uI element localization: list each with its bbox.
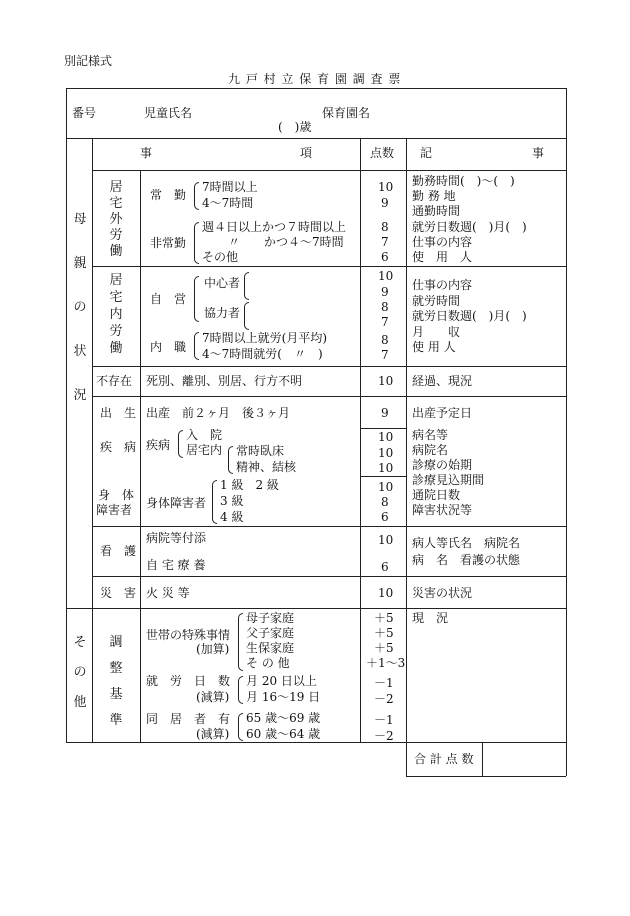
brace xyxy=(238,713,243,741)
child-name-label: 児童氏名 xyxy=(144,106,193,120)
divider xyxy=(66,138,566,139)
note: 診療見込期間 xyxy=(412,473,485,487)
brace xyxy=(238,676,243,704)
total-input[interactable] xyxy=(484,744,564,774)
points: 9 xyxy=(381,196,389,210)
divider xyxy=(140,170,141,366)
points: 8 xyxy=(381,495,389,509)
household-item: 父子家庭 xyxy=(246,626,295,640)
self-employed-label: 自 営 xyxy=(150,292,187,306)
points: 7 xyxy=(381,235,389,249)
note: 通勤時間 xyxy=(412,204,461,218)
fulltime-label: 常 勤 xyxy=(150,188,187,202)
col-item-left: 事 xyxy=(140,146,153,160)
note: 使 用 人 xyxy=(412,250,473,264)
points: 10 xyxy=(378,461,394,475)
note: 月 収 xyxy=(412,325,461,339)
divider xyxy=(140,608,141,742)
hospitalized: 入 院 xyxy=(186,428,223,442)
points: 8 xyxy=(381,333,389,347)
absent-item: 死別、離別、別居、行方不明 xyxy=(146,374,303,388)
note: 就労日数週( )月( ) xyxy=(412,309,527,323)
parttime-label: 非常勤 xyxy=(150,236,187,250)
note: 病人等氏名 病院名 xyxy=(412,536,521,550)
points: 10 xyxy=(378,180,394,194)
workdays-item: 月 20 日以上 xyxy=(246,674,317,688)
disaster-label: 災 害 xyxy=(100,586,137,600)
divider xyxy=(482,742,483,776)
number-label: 番号 xyxy=(72,106,97,120)
divider xyxy=(92,138,93,742)
mother-status-label: 母 親 の 状 況 xyxy=(73,212,87,403)
note: 病院名 xyxy=(412,443,449,457)
household-label: 世帯の特殊事情 xyxy=(146,628,231,642)
brace xyxy=(244,272,249,300)
brace xyxy=(194,182,199,210)
divider xyxy=(406,776,566,777)
total-label: 合 計 点 数 xyxy=(414,752,474,766)
illness-item: 疾病 xyxy=(146,438,171,452)
points: ＋5 xyxy=(374,626,394,640)
household-item: 母子家庭 xyxy=(246,611,295,625)
brace xyxy=(194,222,199,264)
points: ＋5 xyxy=(374,611,394,625)
addition-label: (加算) xyxy=(196,642,230,656)
brace xyxy=(178,430,183,458)
divider xyxy=(140,366,141,608)
divider xyxy=(406,138,407,776)
divider xyxy=(360,138,361,608)
border xyxy=(566,88,567,743)
brace xyxy=(244,302,249,330)
brace xyxy=(194,332,199,360)
workdays-item: 月 16〜19 日 xyxy=(246,690,321,704)
points: 8 xyxy=(381,220,389,234)
brace xyxy=(238,613,243,671)
piecework-b: 4〜7時間就労( 〃 ) xyxy=(202,347,323,361)
points: 6 xyxy=(381,560,389,574)
brace xyxy=(212,480,217,524)
household-item: そ の 他 xyxy=(246,656,290,670)
form-label: 別記様式 xyxy=(64,54,113,68)
adjust-label: 調 整 基 準 xyxy=(109,635,123,728)
household-item: 生保家庭 xyxy=(246,641,295,655)
border xyxy=(66,88,67,743)
subtract-label: (減算) xyxy=(196,727,230,741)
illness-label: 疾 病 xyxy=(100,440,137,454)
absent-label: 不存在 xyxy=(96,374,133,388)
fulltime-a: 7時間以上 xyxy=(202,180,258,194)
points: 8 xyxy=(381,300,389,314)
points: 10 xyxy=(378,430,394,444)
points: 9 xyxy=(381,285,389,299)
note: 病名等 xyxy=(412,428,449,442)
divider xyxy=(92,526,566,527)
helper: 協力者 xyxy=(204,306,241,320)
divider xyxy=(360,428,406,429)
age-label: ( )歳 xyxy=(278,120,312,134)
school-label: 保育園名 xyxy=(322,106,371,120)
note: 勤務時間( )〜( ) xyxy=(412,174,515,188)
points: 10 xyxy=(378,480,394,494)
note: 就労日数週( )月( ) xyxy=(412,220,527,234)
disaster-item: 火 災 等 xyxy=(146,586,190,600)
note: 診療の始期 xyxy=(412,458,473,472)
divider xyxy=(566,742,567,776)
piecework-label: 内 職 xyxy=(150,340,187,354)
points: 10 xyxy=(378,374,394,388)
workdays-label: 就 労 日 数 xyxy=(146,674,231,688)
note: 通院日数 xyxy=(412,488,461,502)
mental-tb: 精神、結核 xyxy=(236,460,297,474)
col-item-right: 項 xyxy=(300,146,313,160)
border xyxy=(66,88,566,89)
grade: 3 級 xyxy=(220,494,244,508)
col-note-left: 記 xyxy=(420,146,433,160)
points: －2 xyxy=(374,692,394,706)
points: 10 xyxy=(378,586,394,600)
cohabitant-item: 65 歳〜69 歳 xyxy=(246,711,321,725)
points: －1 xyxy=(374,713,394,727)
birth-item: 出産 前２ヶ月 後３ヶ月 xyxy=(146,406,291,420)
outside-work-label: 居 宅 外 労 働 xyxy=(109,180,123,259)
note: 病 名 看護の状態 xyxy=(412,553,521,567)
disability-label: 障害者 xyxy=(96,503,133,517)
divider xyxy=(92,396,566,397)
divider xyxy=(360,476,406,477)
points: 9 xyxy=(381,406,389,420)
note: 使 用 人 xyxy=(412,340,456,354)
cohabitant-label: 同 居 者 有 xyxy=(146,712,231,726)
points: ＋5 xyxy=(374,641,394,655)
fulltime-b: 4〜7時間 xyxy=(202,196,254,210)
points: 7 xyxy=(381,315,389,329)
nursing-item: 自 宅 療 養 xyxy=(146,558,206,572)
main-worker: 中心者 xyxy=(204,276,241,290)
note: 仕事の内容 xyxy=(412,278,473,292)
subtract-label: (減算) xyxy=(196,690,230,704)
divider xyxy=(92,576,566,577)
cohabitant-item: 60 歳〜64 歳 xyxy=(246,727,321,741)
points: 6 xyxy=(381,250,389,264)
points: －2 xyxy=(374,729,394,743)
note: 障害状況等 xyxy=(412,503,473,517)
col-note-right: 事 xyxy=(532,146,545,160)
note: 就労時間 xyxy=(412,294,461,308)
col-points: 点数 xyxy=(370,146,395,160)
nursing-item: 病院等付添 xyxy=(146,531,207,545)
at-home: 居宅内 xyxy=(186,443,223,457)
border xyxy=(66,742,566,743)
home-work-label: 居 宅 内 労 働 xyxy=(109,273,123,356)
disability-item: 身体障害者 xyxy=(146,496,207,510)
grade: 1 級 2 級 xyxy=(220,478,279,492)
points: －1 xyxy=(374,676,394,690)
parttime-c: その他 xyxy=(202,250,239,264)
points: 10 xyxy=(378,269,394,283)
note: 仕事の内容 xyxy=(412,235,473,249)
piecework-a: 7時間以上就労(月平均) xyxy=(202,331,327,345)
points: 10 xyxy=(378,533,394,547)
divider xyxy=(92,266,566,267)
divider xyxy=(66,608,566,609)
note: 勤 務 地 xyxy=(412,189,456,203)
points: 10 xyxy=(378,446,394,460)
divider xyxy=(360,608,361,742)
note: 現 況 xyxy=(412,611,449,625)
page-title: 九 戸 村 立 保 育 園 調 査 票 xyxy=(228,72,402,86)
bedridden: 常時臥床 xyxy=(236,444,285,458)
birth-label: 出 生 xyxy=(100,406,137,420)
note: 経過、現況 xyxy=(412,374,473,388)
points: ＋1〜3 xyxy=(366,656,406,670)
divider xyxy=(92,366,566,367)
divider xyxy=(92,170,566,171)
note: 出産予定日 xyxy=(412,406,473,420)
brace xyxy=(194,276,199,322)
points: 7 xyxy=(381,348,389,362)
parttime-b: 〃 かつ４〜7時間 xyxy=(228,235,344,249)
brace xyxy=(228,446,233,474)
nursing-label: 看 護 xyxy=(100,544,137,558)
disability-label: 身 体 xyxy=(98,488,135,502)
note: 災害の状況 xyxy=(412,586,473,600)
points: 6 xyxy=(381,510,389,524)
grade: 4 級 xyxy=(220,510,244,524)
other-label: そ の 他 xyxy=(73,635,87,710)
parttime-a: 週４日以上かつ７時間以上 xyxy=(202,220,347,234)
